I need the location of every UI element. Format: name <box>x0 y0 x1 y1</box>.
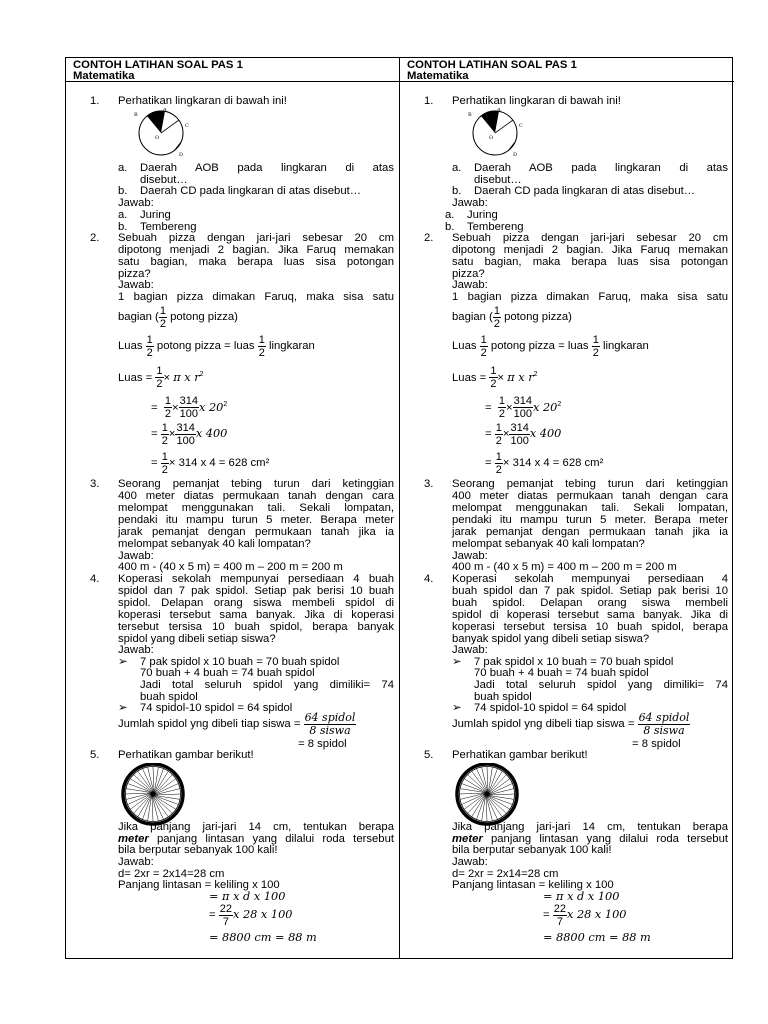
q5-panjang-lintasan: Panjang lintasan = keliling x 100 <box>452 879 614 891</box>
q4-step3: Jadi total seluruh spidol yang dimiliki= 74 <box>474 679 728 691</box>
q2-line3: satu bagian, maka berapa luas sisa potongan <box>118 256 394 268</box>
q3-line1: Seorang pemanjat tebing turun dari ketinggian <box>452 478 728 490</box>
q4-jumlah: Jumlah spidol yng dibeli tiap siswa = $\frac{\text{64 spidol}}{\text{8 siswa}}$ <box>452 710 690 737</box>
fraction-half: $\frac{1}{2}$ <box>495 421 502 447</box>
q2-jawab: Jawab: <box>452 279 488 291</box>
q2-line3: satu bagian, maka berapa luas sisa potongan <box>452 256 728 268</box>
q5-text: Perhatikan gambar berikut! <box>118 749 254 761</box>
q1-ans-b: Tembereng <box>467 221 524 233</box>
worksheet-title: CONTOH LATIHAN SOAL PAS 1 <box>407 59 577 71</box>
q1-ans-b-mark: b. <box>445 221 455 233</box>
fraction-half: $\frac{1}{2}$ <box>156 365 163 391</box>
q4-step4: buah spidol <box>140 691 198 703</box>
q3-line5: jarak pemanjat dengan permukaan tanah jika ia <box>452 526 728 538</box>
fraction-half: $\frac{1}{2}$ <box>146 333 153 359</box>
q5-number: 5. <box>90 749 100 761</box>
q3-line5: jarak pemanjat dengan permukaan tanah jika ia <box>118 526 394 538</box>
label-d: D <box>179 152 184 158</box>
q3-line3: melompat menggunakan tali. Sekali lompatan, <box>118 502 394 514</box>
label-a: A <box>163 108 167 113</box>
q2-step3: = $\frac{1}{2}$ × 314 x 4 = 628 cm² <box>485 450 604 476</box>
q4-line: koperasi tersebut sama banyak. Jika di koperasi <box>118 609 394 621</box>
q4-jumlah: Jumlah spidol yng dibeli tiap siswa = $\frac{\text{64 spidol}}{\text{8 siswa}}$ <box>118 710 356 737</box>
q1-number: 1. <box>90 95 100 107</box>
bicycle-wheel-icon <box>115 763 193 827</box>
q1-text: Perhatikan lingkaran di bawah ini! <box>118 95 287 107</box>
q2-step2: = $\frac{1}{2}$ × $\frac{314}{100}$ x 400 <box>151 421 228 447</box>
q4-line: tersebut tersisa 10 buah spidol, berapa banyak <box>118 621 394 633</box>
q5-eq1: = π x d x 100 <box>543 890 620 903</box>
q4-line: spidol yang dibeli setiap siswa? <box>118 633 276 645</box>
q5-number: 5. <box>424 749 434 761</box>
q2-luas2: Luas = $\frac{1}{2}$ × π x $r^2$ <box>118 365 204 391</box>
q3-line3: melompat menggunakan tali. Sekali lompatan, <box>452 502 728 514</box>
bullet-arrow: ➢ <box>118 656 128 668</box>
q1-a-line1: Daerah AOB pada lingkaran di atas <box>474 162 728 174</box>
q5-line1: Jika panjang jari-jari 14 cm, tentukan berapa <box>452 821 728 833</box>
label-o: O <box>155 135 160 141</box>
q5-jawab: Jawab: <box>118 856 154 868</box>
q5-eq2: = $\frac{22}{7}$ x 28 x 100 <box>543 902 627 928</box>
label-o: O <box>489 135 494 141</box>
label-c: C <box>519 123 523 129</box>
fraction-half: $\frac{1}{2}$ <box>480 333 487 359</box>
fraction-22-7: $\frac{22}{7}$ <box>553 902 566 928</box>
label-c: C <box>185 123 189 129</box>
q3-line2: 400 meter diatas permukaan tanah dengan cara <box>118 490 394 502</box>
fraction-half: $\frac{1}{2}$ <box>161 421 168 447</box>
q4-line: buah spidol dan 7 pak spidol. Setiap pak berisi 10 <box>452 585 728 597</box>
q4-step3: Jadi total seluruh spidol yang dimiliki= 74 <box>140 679 394 691</box>
q2-ans1: 1 bagian pizza dimakan Faruq, maka sisa satu <box>118 291 394 303</box>
q5-diameter: d= 2xr = 2x14=28 cm <box>452 868 559 880</box>
q2-line4: pizza? <box>118 268 151 280</box>
q1-b-text: Daerah CD pada lingkaran di atas disebut… <box>140 185 362 197</box>
q5-jawab: Jawab: <box>452 856 488 868</box>
q1-b-mark: b. <box>452 185 462 197</box>
q3-jawab: Jawab: <box>118 550 154 562</box>
q5-eq3: = 8800 cm = 88 m <box>209 931 317 944</box>
q1-a-mark: a. <box>452 162 462 174</box>
q5-eq1: = π x d x 100 <box>209 890 286 903</box>
q2-line2: dipotong menjadi 2 bagian. Jika Faruq memakan <box>118 244 394 256</box>
fraction-314-100: $\frac{314}{100}$ <box>510 421 529 447</box>
fraction-spidol-siswa: $\frac{\text{64 spidol}}{\text{8 siswa}}$ <box>638 710 690 737</box>
label-d: D <box>513 152 518 158</box>
q5-eq2: = $\frac{22}{7}$ x 28 x 100 <box>209 902 293 928</box>
q1-ans-a: Juring <box>467 209 498 221</box>
fraction-half: $\frac{1}{2}$ <box>493 304 500 330</box>
q3-line6: melompat sebanyak 40 kali lompatan? <box>452 538 645 550</box>
q4-line: spidol di koperasi tersebut sama banyak. Jika di <box>452 609 728 621</box>
q4-number: 4. <box>90 573 100 585</box>
q4-jawab: Jawab: <box>118 644 154 656</box>
subject-label: Matematika <box>73 70 135 82</box>
q1-ans-a-mark: a. <box>118 209 128 221</box>
fraction-half: $\frac{1}{2}$ <box>161 450 168 476</box>
q2-step2: = $\frac{1}{2}$ × $\frac{314}{100}$ x 400 <box>485 421 562 447</box>
fraction-half: $\frac{1}{2}$ <box>498 395 506 421</box>
q3-answer: 400 m - (40 x 5 m) = 400 m – 200 m = 200 m <box>118 561 343 573</box>
fraction-half: $\frac{1}{2}$ <box>495 450 502 476</box>
fraction-spidol-siswa: $\frac{\text{64 spidol}}{\text{8 siswa}}$ <box>304 710 356 737</box>
q3-jawab: Jawab: <box>452 550 488 562</box>
q3-line2: 400 meter diatas permukaan tanah dengan cara <box>452 490 728 502</box>
q5-text: Perhatikan gambar berikut! <box>452 749 588 761</box>
q4-step1: 7 pak spidol x 10 buah = 70 buah spidol <box>474 656 674 668</box>
q4-step5: 74 spidol-10 spidol = 64 spidol <box>474 702 627 714</box>
q2-step1: = $\frac{1}{2}$ × $\frac{314}{100}$ x $20^2$ <box>151 395 228 421</box>
fraction-314-100: $\frac{314}{100}$ <box>176 421 195 447</box>
q2-line1: Sebuah pizza dengan jari-jari sebesar 20 cm <box>452 232 728 244</box>
q4-result: = 8 spidol <box>298 738 347 750</box>
worksheet <box>65 57 733 959</box>
fraction-314-100: $\frac{314}{100}$ <box>179 395 198 421</box>
q1-b-mark: b. <box>118 185 128 197</box>
bullet-arrow: ➢ <box>452 702 462 714</box>
q4-step1: 7 pak spidol x 10 buah = 70 buah spidol <box>140 656 340 668</box>
q1-text: Perhatikan lingkaran di bawah ini! <box>452 95 621 107</box>
bullet-arrow: ➢ <box>118 702 128 714</box>
label-b: B <box>468 112 472 118</box>
q5-eq3: = 8800 cm = 88 m <box>543 931 651 944</box>
q4-step2: 70 buah + 4 buah = 74 buah spidol <box>140 667 315 679</box>
q2-line2: dipotong menjadi 2 bagian. Jika Faruq memakan <box>452 244 728 256</box>
q5-diameter: d= 2xr = 2x14=28 cm <box>118 868 225 880</box>
q5-panjang-lintasan: Panjang lintasan = keliling x 100 <box>118 879 280 891</box>
q4-jawab: Jawab: <box>452 644 488 656</box>
q1-jawab: Jawab: <box>118 197 154 209</box>
circle-figure <box>121 108 193 158</box>
q2-line4: pizza? <box>452 268 485 280</box>
q2-step3: = $\frac{1}{2}$ × 314 x 4 = 628 cm² <box>151 450 270 476</box>
right-column <box>400 58 734 958</box>
q1-a-line1: Daerah AOB pada lingkaran di atas <box>140 162 394 174</box>
bullet-arrow: ➢ <box>452 656 462 668</box>
fraction-half: $\frac{1}{2}$ <box>164 395 172 421</box>
fraction-314-100: $\frac{314}{100}$ <box>513 395 532 421</box>
q3-line4: pendaki itu mampu turun 5 meter. Berapa meter <box>452 514 728 526</box>
q4-line: koperasi tersebut tersisa 10 buah spidol, berapa <box>452 621 728 633</box>
q4-step4: buah spidol <box>474 691 532 703</box>
q4-line: Koperasi sekolah mempunyai persediaan 4 buah <box>118 573 394 585</box>
q2-jawab: Jawab: <box>118 279 154 291</box>
q1-a-line2: disebut… <box>474 174 522 186</box>
q1-ans-a: Juring <box>140 209 171 221</box>
q4-line: spidol. Delapan orang siswa membeli spidol di <box>118 597 394 609</box>
q4-line: banyak spidol yang dibeli setiap siswa? <box>452 633 650 645</box>
q2-ans2: bagian ( $\frac{1}{2}$ potong pizza) <box>452 304 572 330</box>
fraction-half: $\frac{1}{2}$ <box>490 365 497 391</box>
q1-ans-b: Tembereng <box>140 221 197 233</box>
q2-luas2: Luas = $\frac{1}{2}$ × π x $r^2$ <box>452 365 538 391</box>
q1-a-mark: a. <box>118 162 128 174</box>
q3-answer: 400 m - (40 x 5 m) = 400 m – 200 m = 200 m <box>452 561 677 573</box>
fraction-half: $\frac{1}{2}$ <box>159 304 166 330</box>
q1-a-line2: disebut… <box>140 174 188 186</box>
q1-jawab: Jawab: <box>452 197 488 209</box>
left-column <box>66 58 400 958</box>
q4-number: 4. <box>424 573 434 585</box>
q1-number: 1. <box>424 95 434 107</box>
q1-ans-b-mark: b. <box>118 221 128 233</box>
fraction-22-7: $\frac{22}{7}$ <box>219 902 232 928</box>
q5-line3: bila berputar sebanyak 100 kali! <box>452 844 612 856</box>
fraction-half: $\frac{1}{2}$ <box>258 333 265 359</box>
q2-ans2: bagian ( $\frac{1}{2}$ potong pizza) <box>118 304 238 330</box>
q4-line: Koperasi sekolah mempunyai persediaan 4 <box>452 573 728 585</box>
q1-b-text: Daerah CD pada lingkaran di atas disebut… <box>474 185 696 197</box>
q5-line1: Jika panjang jari-jari 14 cm, tentukan berapa <box>118 821 394 833</box>
q4-line: spidol dan 7 pak spidol. Setiap pak berisi 10 buah <box>118 585 394 597</box>
q4-step5: 74 spidol-10 spidol = 64 spidol <box>140 702 293 714</box>
q3-number: 3. <box>424 478 434 490</box>
q1-ans-a-mark: a. <box>445 209 455 221</box>
q2-luas1: Luas $\frac{1}{2}$ potong pizza = luas $\frac{1}{2}$ lingkaran <box>118 333 315 359</box>
q4-step2: 70 buah + 4 buah = 74 buah spidol <box>474 667 649 679</box>
worksheet-title: CONTOH LATIHAN SOAL PAS 1 <box>73 59 243 71</box>
q3-line6: melompat sebanyak 40 kali lompatan? <box>118 538 311 550</box>
q3-line1: Seorang pemanjat tebing turun dari ketinggian <box>118 478 394 490</box>
q3-line4: pendaki itu mampu turun 5 meter. Berapa meter <box>118 514 394 526</box>
subject-label: Matematika <box>407 70 469 82</box>
fraction-half: $\frac{1}{2}$ <box>592 333 599 359</box>
q3-number: 3. <box>90 478 100 490</box>
q4-result: = 8 spidol <box>632 738 681 750</box>
q2-luas1: Luas $\frac{1}{2}$ potong pizza = luas $\frac{1}{2}$ lingkaran <box>452 333 649 359</box>
label-a: A <box>497 108 501 113</box>
q5-line2: meter panjang lintasan yang dilalui roda tersebut <box>452 833 728 845</box>
q2-ans1: 1 bagian pizza dimakan Faruq, maka sisa satu <box>452 291 728 303</box>
bicycle-wheel-icon <box>449 763 527 827</box>
q2-number: 2. <box>90 232 100 244</box>
label-b: B <box>134 112 138 118</box>
q2-line1: Sebuah pizza dengan jari-jari sebesar 20 cm <box>118 232 394 244</box>
q2-number: 2. <box>424 232 434 244</box>
circle-figure <box>455 108 527 158</box>
q5-line2: meter panjang lintasan yang dilalui roda tersebut <box>118 833 394 845</box>
q2-step1: = $\frac{1}{2}$ × $\frac{314}{100}$ x $20^2$ <box>485 395 562 421</box>
q5-line3: bila berputar sebanyak 100 kali! <box>118 844 278 856</box>
q4-line: buah spidol. Delapan orang siswa membeli <box>452 597 728 609</box>
